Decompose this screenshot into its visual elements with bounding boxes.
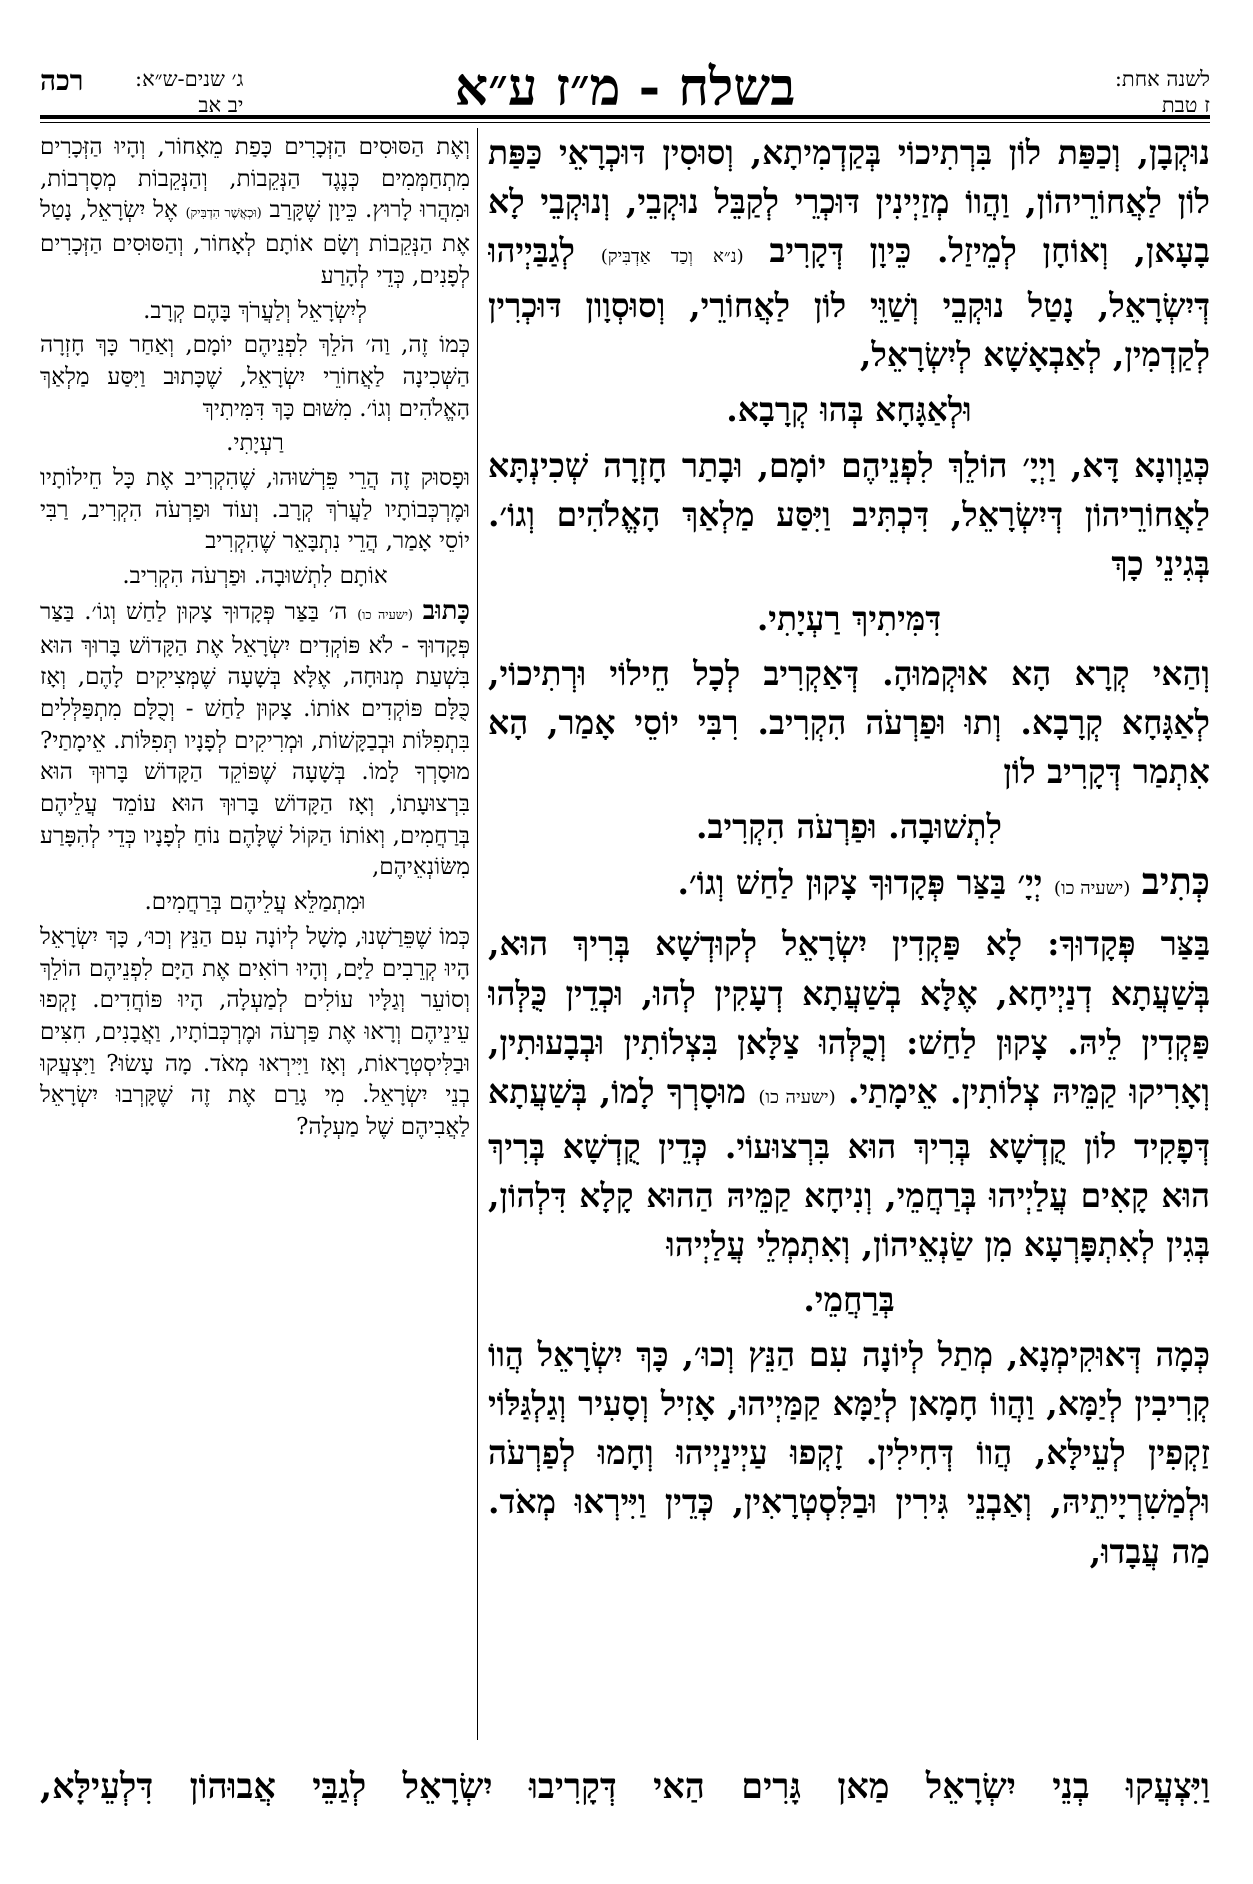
aramaic-column (488, 128, 1210, 1763)
side-paragraph-3: וּפָסוּק זֶה הֲרֵי פֵּרְשׁוּהוּ, שֶׁהִקְרִיב אֶת כָּל חֵילוֹתָיו וּמֶרְכְּבוֹתָיו לַעֲרֹךְ קְרָב. וְעוֹד וּפַרְעֹה הִקְרִיב, רַבִּי יוֹסֵי אָמַר, הֲרֵי נִתְבָּאֵר שֶׁהִקְרִיב (40, 465, 470, 555)
side-paragraph-1: וְאֶת הַסּוּסִים הַזְּכָרִים כָּפַת מֵאָחוֹר, וְהָיוּ הַזְּכָרִים מִתְחַמְּמִים כְּנֶגֶד הַנְּקֵבוֹת, וְהַנְּקֵבוֹת מְסָרְבוֹת, וּמִהֲרוּ לָרוּץ. כֵּיוָן שֶׁקָּרַב (וּכְאֲשֶׁר הִדְבִּיק) אֶל יִשְׂרָאֵל, נָטַל אֶת הַנְּקֵבוֹת וְשָׂם אוֹתָם לְאָחוֹר, וְהַסּוּסִים הַזְּכָרִים לְפָנִים, כְּדֵי לְהָרַע (40, 134, 470, 289)
column-divider (477, 128, 478, 1740)
main-paragraph-2-end: דִּמִּיתִיךְ רַעְיָתִי. (756, 598, 942, 638)
header-rule-thin (40, 122, 1210, 123)
alt-version-note: (נ״א וְכַד אַדְבִּיק) (600, 246, 744, 268)
side-paragraph-5: כְּמוֹ שֶׁפֵּרַשְׁנוּ, מָשָׁל לְיוֹנָה עִם הַנֵּץ וְכוּ׳, כָּךְ יִשְׂרָאֵל הָיוּ קְרֵבִים לַיָּם, וְהָיוּ רוֹאִים אֶת הַיָּם לִפְנֵיהֶם הוֹלֵךְ וְסוֹעֵר וְגַלָּיו עוֹלִים לְמַעְלָה, הָיוּ פּוֹחֲדִים. זָקְפוּ עֵינֵיהֶם וְרָאוּ אֶת פַּרְעֹה וּמֶרְכְּבוֹתָיו, וַאֲבָנִים, חִצִּים וּבַלִּיסְטְרָאוֹת, וְאָז וַיִּירְאוּ מְאֹד. מָה עָשׂוּ? וַיִּצְעֲקוּ בְנֵי יִשְׂרָאֵל. מִי גָרַם אֶת זֶה שֶׁקָּרְבוּ יִשְׂרָאֵל לַאֲבִיהֶם שֶׁל מַעְלָה? (40, 923, 470, 1141)
header-rule (40, 115, 1210, 119)
lead-word: כָּתוּב (422, 595, 470, 626)
main-paragraph-1-end: וּלְאַגָּחָא בְּהוּ קְרָבָא. (726, 390, 972, 430)
one-year-label: לשנה אחת: (1114, 67, 1210, 91)
side-paragraph-2-end: רַעְיָתִי. (226, 430, 284, 457)
main-paragraph-3-end: לִתְשׁוּבָה. וּפַרְעֹה הִקְרִיב. (696, 807, 1002, 847)
side-paragraph-4-end: וּמִתְמַלֵּא עֲלֵיהֶם בְּרַחֲמִים. (144, 889, 366, 916)
lead-word: כְּתִיב (1141, 859, 1210, 904)
side-paragraph-4: כָּתוּב (ישעיה כו) ה׳ בַּצַּר פְּקָדוּךָ צָקוּן לַחַשׁ וְגוֹ׳. בַּצַּר פְּקָדוּךָ - לֹא פּוֹקְדִים יִשְׂרָאֵל אֶת הַקָּדוֹשׁ בָּרוּךְ הוּא בִּשְׁעַת מְנוּחָה, אֶלָּא בְּשָׁעָה שֶׁמְּצִיקִים לָהֶם, וְאָז כֻּלָּם פּוֹקְדִים אוֹתוֹ. צָקוּן לַחַשׁ - וְכֻלָּם מִתְפַּלְּלִים בִּתְפִלּוֹת וּבְבַקָּשׁוֹת, וּמְרִיקִים לְפָנָיו תְּפִלּוֹת. אֵימָתַי? מוּסָרְךָ לָמוֹ. בְּשָׁעָה שֶׁפּוֹקֵד הַקָּדוֹשׁ בָּרוּךְ הוּא בִּרְצוּעָתוֹ, וְאָז הַקָּדוֹשׁ בָּרוּךְ הוּא עוֹמֵד עֲלֵיהֶם בְּרַחֲמִים, וְאוֹתוֹ הַקּוֹל שֶׁלָּהֶם נוֹחַ לְפָנָיו כְּדֵי לְהִפָּרַע מִשּׂוֹנְאֵיהֶם, (40, 595, 470, 881)
page-title: בשלח - מ״ז ע״א (454, 57, 796, 118)
full-width-closing-line: וַיִּצְעֲקוּ בְנֵי יִשְׂרָאֵל מַאן גָּרִים הַאי דְּקָרִיבוּ יִשְׂרָאֵל לְגַבֵּי אֲבוּהוֹן דִּלְעֵילָּא, (40, 1766, 1210, 1807)
one-year-date: ז טבת (1161, 93, 1210, 117)
hebrew-translation-column (40, 132, 470, 1727)
main-paragraph-1: נוּקְבָן, וְכַפַּת לוֹן בִּרְתִיכוֹי בְּקַדְמִיתָא, וְסוּסִין דּוּכְרָאֵי כַּפַּת לוֹן לַאֲחוֹרֵיהוֹן, וַהֲווֹ מְזַיְינִין דּוּכְרֵי לְקַבֵּל נוּקְבֵי, וְנוּקְבֵי לָא בָעָאן, וְאוֹחָן לְמֵיזַל. כֵּיוָן דְּקָרִיב (נ״א וְכַד אַדְבִּיק) לְגַבַּיְיהוּ דְּיִשְׂרָאֵל, נָטַל נוּקְבֵי וְשַׁוֵּי לוֹן לַאֲחוֹרֵי, וְסוּסְוָון דּוּכְרִין לְקַדְמִין, לְאַבְאָשָׁא לְיִשְׂרָאֵל, (488, 133, 1210, 375)
side-paragraph-2: כְּמוֹ זֶה, וַה׳ הֹלֵךְ לִפְנֵיהֶם יוֹמָם, וְאַחַר כָּךְ חָזְרָה הַשְּׁכִינָה לַאֲחוֹרֵי יִשְׂרָאֵל, שֶׁכָּתוּב וַיִּסַּע מַלְאַךְ הָאֱלֹהִים וְגוֹ׳. מִשּׁוּם כָּךְ דִּמִּיתִיךְ (40, 332, 470, 422)
main-paragraph-5-end: בְּרַחֲמֵי. (803, 1280, 895, 1320)
main-paragraph-6: כְּמָה דְּאוּקִימְנָא, מְתַל לְיוֹנָה עִם הַנֵּץ וְכוּ׳, כָּךְ יִשְׂרָאֵל הֲווֹ קְרִיבִין לְיַמָּא, וַהֲווֹ חָמָאן לְיַמָּא קַמַּיְיהוּ, אָזִיל וְסָעִיר וְגַלְגַּלּוֹי זַקְפִין לְעֵילָּא, הֲווֹ דְּחִילִין. זָקְפוּ עַיְינַיְיהוּ וְחָמוּ לְפַרְעֹה וּלְמַשִׁרְיָיתֵיהּ, וְאַבְנֵי גִּירִין וּבַלִּסְטְרָאִין, כְּדֵין וַיִּירְאוּ מְאֹד. מַה עֲבָדוּ, (488, 1335, 1210, 1571)
main-paragraph-5: בַּצַּר פְּקָדוּךָ: לָא פַּקְדִין יִשְׂרָאֵל לְקוּדְשָׁא בְּרִיךְ הוּא, בְּשַׁעֲתָא דְנַיְיחָא, אֶלָּא בְשַׁעֲתָא דְעָקִין לְהוּ, וּכְדֵין כֻּלְּהוּ פַּקְדִין לֵיהּ. צָקוּן לַחַשׁ: וְכֻלְּהוּ צַלָּאן בִּצְלוֹתִין וּבְבָעוּתִין, וְאָרִיקוּ קַמֵּיהּ צְלוֹתִין. אֵימָתַי. (ישעיה כו) מוּסָרְךָ לָמוֹ, בְּשַׁעֲתָא דְּפָקִיד לוֹן קֻדְשָׁא בְּרִיךְ הוּא בִּרְצוּעוֹי. כְּדֵין קֻדְשָׁא בְּרִיךְ הוּא קָאִים עֲלַיְיהוּ בְּרַחֲמֵי, וְנִיחָא קַמֵּיהּ הַהוּא קָלָא דִּלְהוֹן, בְּגִין לְאִתְפָּרְעָא מִן שַׂנְאֵיהוֹן, וְאִתְמְלֵי עֲלַיְיהוּ (488, 924, 1210, 1264)
three-year-label: ג׳ שנים-ש״א: (135, 67, 244, 91)
page-header (40, 58, 1210, 138)
verse-reference: (ישעיה כו) (357, 606, 413, 622)
main-paragraph-3: וְהַאי קְרָא הָא אוּקְמוּהָ. דְּאַקְרִיב לְכָל חֵילוֹי וּרְתִיכוֹי, לְאַגָּחָא קְרָבָא. וְתוּ וּפַרְעֹה הִקְרִיב. רִבִּי יוֹסֵי אָמַר, הָא אִתְמַר דְּקָרִיב לוֹן (488, 653, 1210, 792)
alt-version-note: (וּכְאֲשֶׁר הִדְבִּיק) (185, 205, 262, 221)
three-year-date: יב אב (198, 93, 244, 117)
page-number: רכה (40, 64, 84, 97)
side-paragraph-1-end: לְיִשְׂרָאֵל וְלַעֲרֹךְ בָּהֶם קְרָב. (143, 297, 367, 324)
verse-reference: (ישעיה כו) (758, 1086, 836, 1108)
three-year-schedule (135, 66, 243, 118)
main-paragraph-2: כְּגַוְונָא דָּא, וַיְיָ׳ הוֹלֵךְ לִפְנֵיהֶם יוֹמָם, וּבָתַר חָזְרָה שְׁכִינְתָּא לַאֲחוֹרֵיהוֹן דְּיִשְׂרָאֵל, דִּכְתִּיב וַיִּסַּע מַלְאַךְ הָאֱלֹהִים וְגוֹ׳. בְּגִינֵי כָךְ (488, 445, 1210, 583)
side-paragraph-3-end: אוֹתָם לִתְשׁוּבָה. וּפַרְעֹה הִקְרִיב. (122, 563, 388, 590)
main-paragraph-4: כְּתִיב (ישעיה כו) יְיָ׳ בַּצַּר פְּקָדוּךָ צָקוּן לַחַשׁ וְגוֹ׳. (677, 859, 1210, 904)
verse-reference: (ישעיה כו) (1053, 878, 1131, 900)
